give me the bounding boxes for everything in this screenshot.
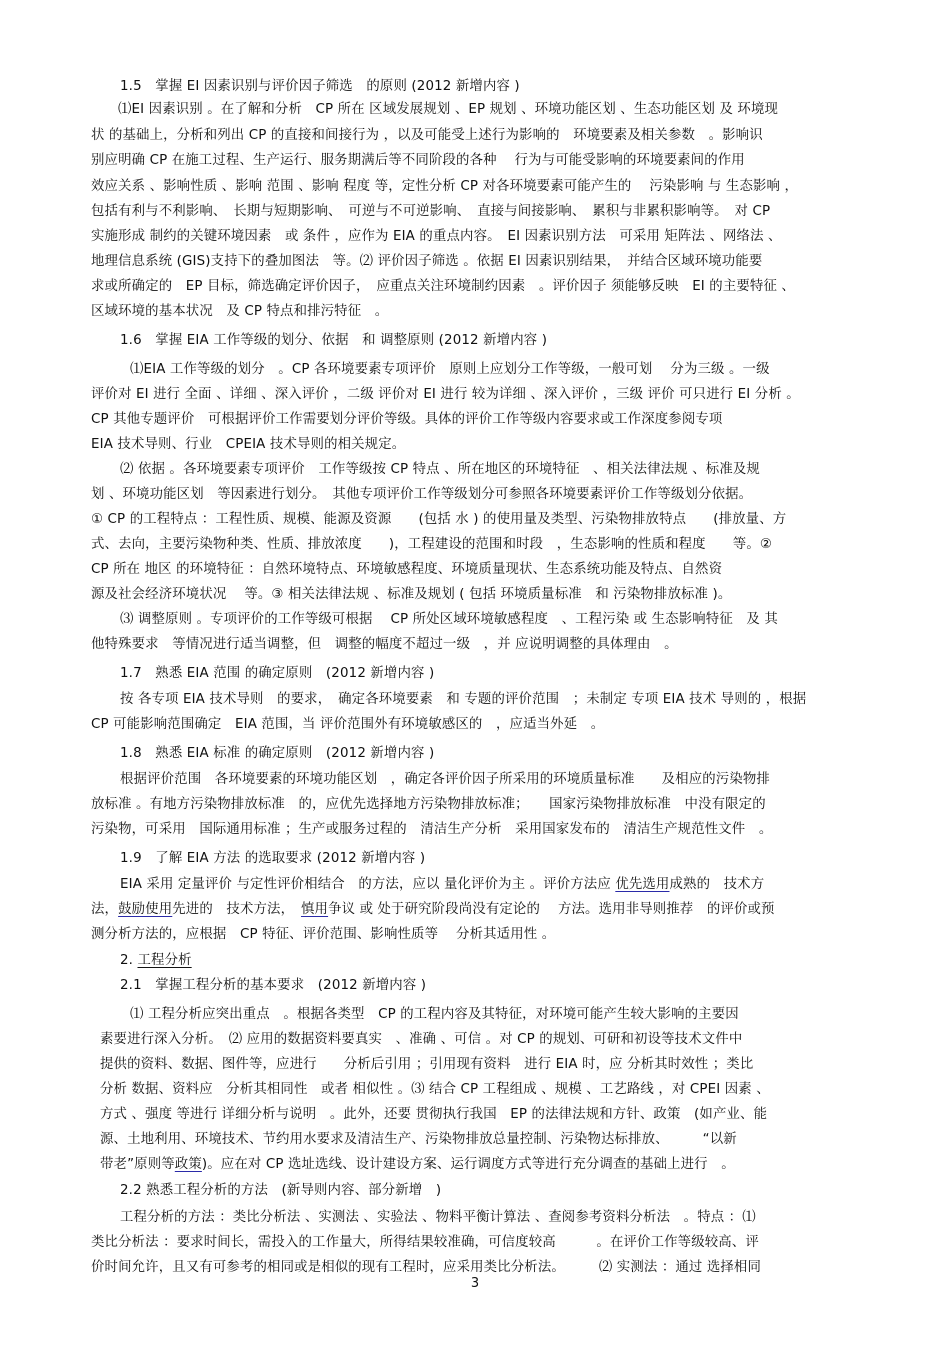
paragraph-line: 分析 数据、资料应 分析其相同性 或者 相似性 。⑶ 结合 CP 工程组成 、规模 、工艺路线 ，对 CPEI 因素 、 — [100, 1082, 770, 1097]
paragraph-line: 效应关系 、影响性质 、影响 范围 、影响 程度 等，定性分析 CP 对各环境要素可能产生的 污染影响 与 生态影响 ， — [91, 179, 799, 194]
paragraph-line: CP 所在 地区 的环境特征 ：自然环境特点、环境敏感程度、环境质量现状、生态系统功能及特点、自然资 — [91, 562, 723, 577]
heading-1-9: 1.9 了解 EIA 方法 的选取要求 (2012 新增内容 ) — [120, 851, 426, 866]
paragraph-line — [120, 877, 764, 893]
paragraph-line: EIA 技术导则、行业 CPEIA 技术导则的相关规定。 — [91, 437, 406, 452]
paragraph-text: 先进的 技术方法， — [172, 902, 301, 917]
paragraph-line: 测分析方法的，应根据 CP 特征、评价范围、影响性质等 分析其适用性 。 — [91, 927, 556, 942]
underlined-text: 鼓励使用 — [118, 902, 173, 917]
paragraph-text: 争议 或 处于研究阶段尚没有定论的 方法。选用非导则推荐 的评价或预 — [328, 902, 775, 917]
heading-2-1: 2.1 掌握工程分析的基本要求 (2012 新增内容 ) — [120, 978, 427, 993]
heading-number: 2. — [120, 953, 138, 968]
paragraph-line: 求或所确定的 EP 目标，筛选确定评价因子， 应重点关注环境制约因素 。评价因子 须能够反映 EI 的主要特征 、 — [91, 279, 795, 294]
paragraph-line: CP 可能影响范围确定 EIA 范围，当 评价范围外有环境敏感区的 ，应适当外延 。 — [91, 717, 605, 732]
heading-title: 工程分析 — [137, 953, 192, 968]
paragraph-text: EIA 采用 定量评价 与定性评价相结合 的方法，应以 量化评价为主 。评价方法应 — [120, 877, 616, 892]
paragraph-line: 划 、环境功能区划 等因素进行划分。 其他专项评价工作等级划分可参照各环境要素评价工作等级划分依据。 — [91, 487, 753, 502]
paragraph-line: 素要进行深入分析。 ⑵ 应用的数据资料要真实 、准确 、可信 。对 CP 的规划、可研和初设等技术文件中 — [100, 1032, 743, 1047]
paragraph-line: ⑶ 调整原则 。专项评价的工作等级可根据 CP 所处区域环境敏感程度 、工程污染 或 生态影响特征 及 其 — [120, 612, 778, 627]
paragraph-line: 他特殊要求 等情况进行适当调整，但 调整的幅度不超过一级 ，并 应说明调整的具体理由 。 — [91, 637, 678, 652]
heading-2 — [120, 953, 192, 969]
paragraph-line: 源、土地利用、环境技术、节约用水要求及清洁生产、污染物排放总量控制、污染物达标排放、 “以新 — [100, 1132, 737, 1147]
paragraph-line: 评价对 EI 进行 全面 、详细 、深入评价 ，二级 评价对 EI 进行 较为详细 、深入评价 ，三级 评价 可只进行 EI 分析 。 — [91, 387, 800, 402]
paragraph-line — [91, 902, 775, 918]
paragraph-line: 地理信息系统 (GIS)支持下的叠加图法 等。⑵ 评价因子筛选 。依据 EI 因素识别结果， 并结合区域环境功能要 — [91, 254, 763, 269]
paragraph-line: 方式 、强度 等进行 详细分析与说明 。此外，还要 贯彻执行我国 EP 的法律法规和方针、政策 (如产业、能 — [100, 1107, 768, 1122]
underlined-text: 慎用 — [300, 902, 329, 917]
paragraph-line: ⑵ 依据 。各环境要素专项评价 工作等级按 CP 特点 、所在地区的环境特征 、相关法律法规 、标准及规 — [120, 462, 760, 477]
paragraph-line: CP 其他专题评价 可根据评价工作需要划分评价等级。具体的评价工作等级内容要求或工作深度参阅专项 — [91, 412, 723, 427]
paragraph-line: 别应明确 CP 在施工过程、生产运行、服务期满后等不同阶段的各种 行为与可能受影响的环境要素间的作用 — [91, 153, 745, 168]
paragraph-line — [100, 1157, 735, 1173]
heading-1-8: 1.8 熟悉 EIA 标准 的确定原则 (2012 新增内容 ) — [120, 746, 435, 761]
heading-1-5: 1.5 掌握 EI 因素识别与评价因子筛选 的原则 (2012 新增内容 ) — [120, 79, 520, 94]
paragraph-line: 放标准 。有地方污染物排放标准 的，应优先选择地方污染物排放标准； 国家污染物排放标准 中没有限定的 — [91, 797, 766, 812]
underlined-text: 政策 — [174, 1157, 202, 1172]
paragraph-line: 式、去向，主要污染物种类、性质、排放浓度 )，工程建设的范围和时段 ，生态影响的性质和程度 等。② — [91, 537, 773, 552]
heading-1-6: 1.6 掌握 EIA 工作等级的划分、依据 和 调整原则 (2012 新增内容 ) — [120, 333, 548, 348]
paragraph-text: 带老”原则等 — [100, 1157, 175, 1172]
paragraph-line: ⑴EI 因素识别 。在了解和分析 CP 所在 区域发展规划 、EP 规划 、环境功能区划 、生态功能区划 及 环境现 — [118, 102, 779, 117]
page-number: 3 — [470, 1276, 480, 1291]
paragraph-line: 实施形成 制约的关键环境因素 或 条件 ，应作为 EIA 的重点内容。 EI 因素识别方法 可采用 矩阵法 、网络法 、 — [91, 229, 782, 244]
underlined-text: 优先选用 — [615, 877, 670, 892]
paragraph-line: 根据评价范围 各环境要素的环境功能区划 ，确定各评价因子所采用的环境质量标准 及相应的污染物排 — [120, 772, 770, 787]
paragraph-text: )。应在对 CP 选址选线、设计建设方案、运行调度方式等进行充分调查的基础上进行 。 — [201, 1157, 735, 1172]
paragraph-line: 源及社会经济环境状况 等。③ 相关法律法规 、标准及规划 ( 包括 环境质量标准 和 污染物排放标准 )。 — [91, 587, 732, 602]
heading-2-2: 2.2 熟悉工程分析的方法 (新导则内容、部分新增 ) — [120, 1183, 442, 1198]
paragraph-text: 成熟的 技术方 — [669, 877, 765, 892]
paragraph-line: 状 的基础上，分析和列出 CP 的直接和间接行为 ，以及可能受上述行为影响的 环境要素及相关参数 。影响识 — [91, 128, 763, 143]
paragraph-line: 价时间允许，且又有可参考的相同或是相似的现有工程时，应采用类比分析法。 ⑵ 实测法 ：通过 选择相同 — [91, 1260, 762, 1275]
paragraph-line: 按 各专项 EIA 技术导则 的要求， 确定各环境要素 和 专题的评价范围 ；未制定 专项 EIA 技术 导则的 ，根据 — [120, 692, 807, 707]
paragraph-line: 工程分析的方法 ：类比分析法 、实测法 、实验法 、物料平衡计算法 、查阅参考资料分析法 。特点 ：⑴ — [120, 1210, 756, 1225]
paragraph-line: 区域环境的基本状况 及 CP 特点和排污特征 。 — [91, 304, 389, 319]
paragraph-text: 法， — [91, 902, 119, 917]
paragraph-line: 污染物，可采用 国际通用标准 ；生产或服务过程的 清洁生产分析 采用国家发布的 清洁生产规范性文件 。 — [91, 822, 773, 837]
heading-1-7: 1.7 熟悉 EIA 范围 的确定原则 (2012 新增内容 ) — [120, 666, 435, 681]
paragraph-line: ⑴EIA 工作等级的划分 。CP 各环境要素专项评价 原则上应划分工作等级，一般可划 分为三级 。一级 — [130, 362, 770, 377]
paragraph-line: ⑴ 工程分析应突出重点 。根据各类型 CP 的工程内容及其特征，对环境可能产生较大影响的主要因 — [130, 1007, 739, 1022]
paragraph-line: 类比分析法 ：要求时间长，需投入的工作量大，所得结果较准确，可信度较高 。在评价工作等级较高、评 — [91, 1235, 759, 1250]
paragraph-line: 包括有利与不利影响、 长期与短期影响、 可逆与不可逆影响、 直接与间接影响、 累积与非累积影响等。 对 CP — [91, 204, 771, 219]
paragraph-line: ① CP 的工程特点 ：工程性质、规模、能源及资源 (包括 水 ) 的使用量及类型、污染物排放特点 (排放量、方 — [91, 512, 787, 527]
paragraph-line: 提供的资料、数据、图件等，应进行 分析后引用 ；引用现有资料 进行 EIA 时，应 分析其时效性 ；类比 — [100, 1057, 754, 1072]
